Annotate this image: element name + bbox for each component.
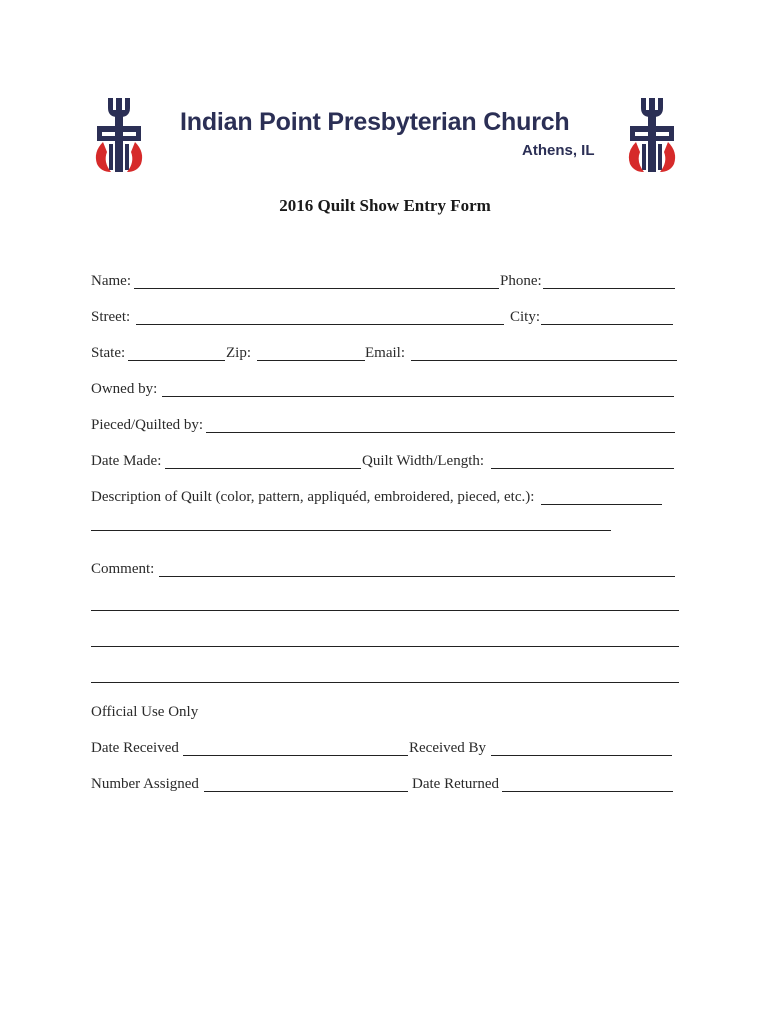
- state-input-line[interactable]: [128, 360, 225, 361]
- date-received-row: [91, 740, 691, 760]
- phone-input-line[interactable]: [543, 288, 675, 289]
- pieced-quilted-input-line[interactable]: [206, 432, 675, 433]
- presbyterian-cross-logo-left-icon: [91, 96, 147, 174]
- name-phone-row: [91, 273, 691, 293]
- presbyterian-cross-logo-right-icon: [624, 96, 680, 174]
- description-label: Description of Quilt (color, pattern, appliquéd, embroidered, pieced, etc.):: [91, 489, 535, 505]
- name-input-line[interactable]: [134, 288, 499, 289]
- quilt-size-input-line[interactable]: [491, 468, 674, 469]
- comment-row: [91, 561, 691, 581]
- zip-label: Zip:: [226, 345, 251, 361]
- email-label: Email:: [365, 345, 405, 361]
- owned-by-row: [91, 381, 691, 401]
- form-title: 2016 Quilt Show Entry Form: [279, 196, 491, 215]
- pieced-quilted-label: Pieced/Quilted by:: [91, 417, 204, 433]
- comment-line-2[interactable]: [91, 610, 679, 611]
- zip-input-line[interactable]: [257, 360, 365, 361]
- street-city-row: [91, 309, 691, 329]
- pieced-quilted-row: [91, 417, 691, 437]
- description-input-line[interactable]: [541, 504, 662, 505]
- date-returned-input-line[interactable]: [502, 791, 673, 792]
- name-label: Name:: [91, 273, 131, 289]
- city-input-line[interactable]: [541, 324, 673, 325]
- state-zip-email-row: [91, 345, 691, 365]
- number-assigned-input-line[interactable]: [204, 791, 408, 792]
- email-input-line[interactable]: [411, 360, 677, 361]
- date-made-input-line[interactable]: [165, 468, 361, 469]
- quilt-size-label: Quilt Width/Length:: [362, 453, 485, 469]
- received-by-input-line[interactable]: [491, 755, 672, 756]
- received-by-label: Received By: [409, 740, 487, 756]
- date-made-row: [91, 453, 691, 473]
- street-input-line[interactable]: [136, 324, 504, 325]
- date-returned-label: Date Returned: [412, 776, 500, 792]
- city-label: City:: [510, 309, 541, 325]
- number-assigned-label: Number Assigned: [91, 776, 199, 792]
- owned-by-label: Owned by:: [91, 381, 158, 397]
- date-received-label: Date Received: [91, 740, 179, 756]
- owned-by-input-line[interactable]: [162, 396, 674, 397]
- organization-name: Indian Point Presbyterian Church: [180, 108, 570, 136]
- street-label: Street:: [91, 309, 131, 325]
- description-row: [91, 489, 691, 509]
- date-received-input-line[interactable]: [183, 755, 408, 756]
- comment-line-3[interactable]: [91, 646, 679, 647]
- description-continuation-line[interactable]: [91, 530, 611, 531]
- comment-label: Comment:: [91, 561, 155, 577]
- comment-line-4[interactable]: [91, 682, 679, 683]
- state-label: State:: [91, 345, 126, 361]
- date-made-label: Date Made:: [91, 453, 162, 469]
- official-use-heading: Official Use Only: [91, 704, 199, 720]
- organization-location: Athens, IL: [522, 142, 595, 159]
- number-assigned-row: [91, 776, 691, 796]
- phone-label: Phone:: [500, 273, 542, 289]
- comment-input-line[interactable]: [159, 576, 675, 577]
